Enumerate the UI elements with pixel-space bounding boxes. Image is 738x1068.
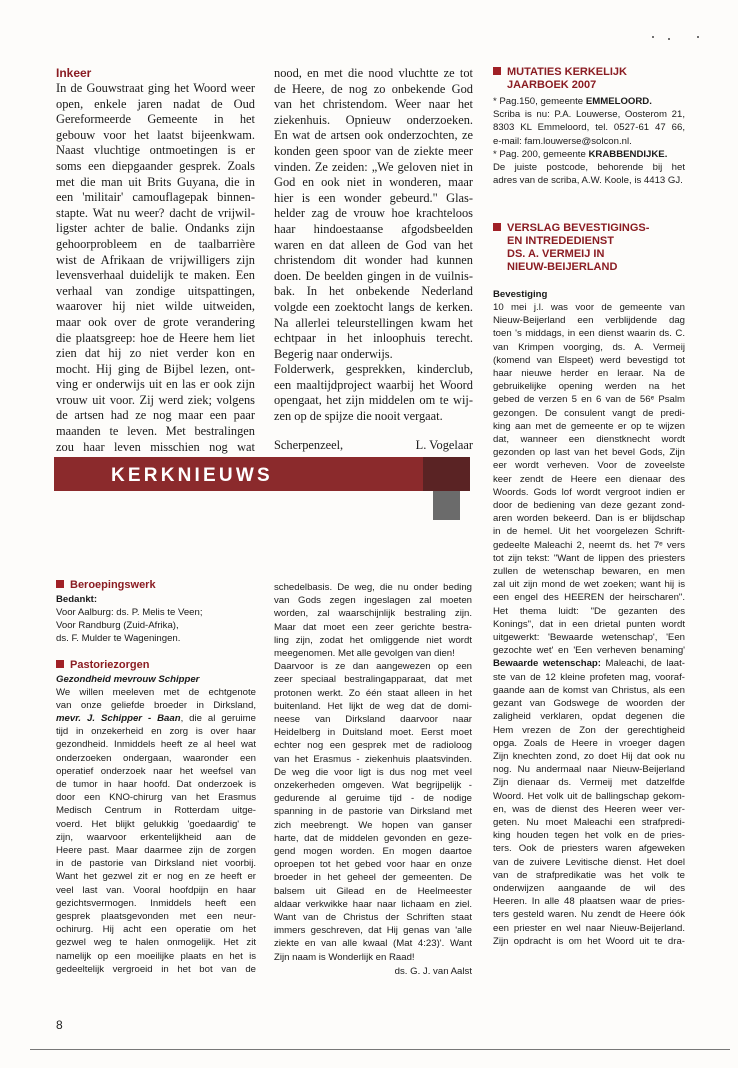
text-line: Bewaarde wetenschap: Maleachi, de laat- — [493, 658, 685, 670]
text-line: met die man uit Brits Guyana, die in — [56, 174, 255, 189]
text-line: echtpaar in het inloophuis terecht. — [274, 331, 473, 346]
text-line: protonen werkt. Zo één staat alleen in het — [274, 687, 472, 699]
text-line: gedeeltelijk vergroeid in het bot van de — [56, 963, 256, 975]
text-line: vinden. Ze zeiden: „We geloven niet in — [274, 159, 473, 174]
text-line: een priester en wel naar Nieuw-Beijerland. — [493, 922, 685, 934]
section-square-icon — [493, 223, 501, 231]
beroepingswerk-sub: Bedankt: — [56, 594, 98, 605]
page-number: 8 — [56, 1018, 63, 1032]
text-line: helder zag de vrouw hoe krachteloos — [274, 206, 473, 221]
text-line: een engel des HEEREN der heirscharen". — [493, 592, 685, 604]
banner-dark-block — [423, 457, 470, 491]
text-line: toen 's middags, in een dienst waarin ds. C. — [493, 328, 685, 340]
text-line: gehoorprobleem en de taalbarrière — [56, 236, 255, 251]
bottom-rule — [30, 1049, 730, 1050]
beroepingswerk-heading: Beroepingswerk — [56, 579, 256, 592]
text-line: Folderwerk, gesprekken, kinderclub, — [274, 362, 473, 377]
mutaties-section — [493, 66, 685, 187]
kerknieuws-title: KERKNIEUWS — [111, 465, 273, 486]
text-line: ters gesteld waren. Nu zendt de Heere óók — [493, 909, 685, 921]
verslag-title: VERSLAG BEVESTIGINGS- EN INTREDEDIENST DS. A. VERMEIJ IN NIEUW-BEIJERLAND — [493, 222, 685, 274]
text-line: soms een diepgaander gesprek. Zoals — [56, 158, 255, 173]
text-line: harte, dat de middelen gevonden en geze- — [274, 832, 472, 844]
text-line: king houden tegen het volk en de pries- — [493, 830, 685, 842]
text-line: adres van de scriba, A.W. Koole, is 4413 GJ. — [493, 175, 683, 187]
text-line: zou haar leven misschien nog wat — [56, 439, 255, 454]
text-line: maar ook over de grote verandering — [56, 314, 255, 329]
text-line: zien dat hij zo niet verder kon en — [56, 346, 255, 361]
text-line: mevr. J. Schipper - Baan, die al geruime — [56, 713, 256, 725]
text-line: gezonden op last van het bevel Gods, Zijn — [493, 447, 685, 459]
text-line: hier is een wonder gebeurd." Glas- — [274, 190, 473, 205]
text-line: Het thema luidt: "De gezanten des — [493, 605, 685, 617]
text-line: nood, en met die nood vluchtte ze tot — [274, 66, 473, 80]
mutaties-text — [493, 95, 685, 187]
text-line: Hem vrezen de Zon der gerechtigheid — [493, 724, 685, 736]
text-line: van het Erasmus - ziekenhuis plaatsvinden. — [274, 753, 472, 765]
text-line: gedeelte Maleachi 2, neemt ds. het 7ᵉ vers — [493, 539, 685, 551]
text-line: ziekte en van alle kwaal (Mat 4:23)'. Want — [274, 938, 472, 950]
text-line: de artsen had ze nog maar een paar — [56, 408, 255, 423]
text-line: Gereformeerde Gemeente in het — [56, 112, 255, 127]
text-line: echter nog een gesprek met de radioloog — [274, 740, 472, 752]
text-line: onderzoeken ondergaan, waaronder een — [56, 752, 256, 764]
text-line: in de pastorie van Dirksland niet voorbij. — [56, 858, 256, 870]
speck — [652, 36, 654, 38]
text-line: van de strafpredikatie was het volk te — [493, 869, 685, 881]
text-line: oproepen tot het gebed voor haar en onze — [274, 859, 472, 871]
inkeer-left-column — [56, 66, 255, 471]
text-line: ters. Ook de priesters waren afgeweken — [493, 843, 685, 855]
pastoriezorgen-heading: Pastoriezorgen — [56, 659, 256, 672]
text-line: dat, wanneer een dienstknecht wordt — [493, 434, 685, 446]
text-line: Woord. Het volk uit de ballingschap gekom- — [493, 790, 685, 802]
text-line: operatief onderzoek naar het weefsel van — [56, 765, 256, 777]
text-line: meegenomen. Met alle gevolgen van dien! — [274, 648, 455, 660]
text-line: waren en dat alleen de God van het — [274, 237, 473, 252]
text-line: maanden te leven. Met bestralingen — [56, 424, 255, 439]
text-line: van Krimpen voorging, ds. A. Vermeij — [493, 341, 685, 353]
text-line: ligster achter de balie. Ondanks zijn — [56, 221, 255, 236]
text-line: De weg die voor ligt is dus nog met veel — [274, 766, 472, 778]
text-line: spanning in de pastorie van Dirksland met — [274, 806, 472, 818]
text-line: Naast vluchtige ontmoetingen is er — [56, 143, 255, 158]
text-line: Scriba is nu: P.A. Louwerse, Oosterom 21, — [493, 109, 685, 121]
text-line: Heere past. Maar daarmee zijn de zorgen — [56, 845, 256, 857]
section-square-icon — [493, 67, 501, 75]
text-line: tot zijn tekst: "Want de lippen des priesters — [493, 552, 685, 564]
text-line: verhaal van zondige uitspattingen, — [56, 283, 255, 298]
text-line: eer wordt verheven. Voor de zoveelste — [493, 460, 685, 472]
inkeer-left-text — [56, 81, 255, 471]
mutaties-title: MUTATIES KERKELIJK JAARBOEK 2007 — [493, 66, 685, 92]
inkeer-author: L. Vogelaar — [415, 437, 473, 452]
text-line: Heidelberg in Duitsland moet. Eerst moet — [274, 727, 472, 739]
text-line: namelijk op een moeilijke plaats en het is — [56, 950, 256, 962]
inkeer-heading: Inkeer — [56, 66, 92, 80]
text-line: een 'militair' camouflagepak binnen- — [56, 190, 255, 205]
text-line: zeer speciaal bestralingapparaat, dat met — [274, 674, 472, 686]
verslag-text — [493, 301, 685, 948]
pastoriezorgen-left-text — [56, 686, 256, 976]
text-line: Voor Aalburg: ds. P. Melis te Veen; — [56, 607, 203, 618]
pastoriezorgen-right-column — [274, 581, 472, 978]
text-line: De juiste postcode, behorende bij het — [493, 162, 685, 174]
text-line: nog. Nu andermaal naar Nieuw-Beijerland — [493, 764, 685, 776]
text-line: Maar dat moet een zeer gerichte bestra- — [274, 621, 472, 633]
text-line: gebouw voor het laatst bijeenkwam. — [56, 127, 255, 142]
text-line: en, was de dienst des Heeren weer ver- — [493, 803, 685, 815]
text-line: de tumor in haar hoofd. Dat onderzoek is — [56, 779, 256, 791]
inkeer-right-column — [274, 66, 473, 453]
text-line: aren worden bekeerd. Dan is er blijdschap — [493, 513, 685, 525]
text-line: Want het gezwel zit er nog en ze heeft er — [56, 871, 256, 883]
text-line: haar nieuwe herder en leraar. Na de — [493, 368, 685, 380]
text-line: gesprek plaatsgevonden met een neur- — [56, 911, 256, 923]
text-line: Konings", dat in een drietal punten wordt — [493, 618, 685, 630]
beroepingswerk-section — [56, 579, 256, 976]
speck — [697, 36, 699, 38]
text-line: gezongen. De consulent vangt de predi- — [493, 407, 685, 419]
text-line: worden, zal waarschijnlijk bestraling zijn. — [274, 608, 472, 620]
text-line: onzekerheden omgeven. Wat begrijpelijk - — [274, 780, 472, 792]
text-line: Nieuw-Beijerland een verblijdende dag — [493, 315, 685, 327]
text-line: christendom dit wonder had kunnen — [274, 253, 473, 268]
text-line: God en ook niet in wonderen, maar — [274, 175, 473, 190]
text-line: immers geschreven, dat Hij genas van 'alle — [274, 925, 472, 937]
text-line: aldaar verkwikke haar naar lichaam en ziel. — [274, 898, 472, 910]
text-line: ste van de 12 kleine profeten mag, vooraf- — [493, 671, 685, 683]
text-line: gebruikelijke opening werden na het — [493, 381, 685, 393]
text-line: Zijn opdracht is om het Woord uit te dra- — [493, 935, 685, 947]
text-line: levensverhaal duidelijk te maken. Een — [56, 268, 255, 283]
text-line: gezichtsvermogen. Inmiddels heeft een — [56, 897, 256, 909]
section-square-icon — [56, 580, 64, 588]
text-line: een maaltijdproject waarbij het Woord — [274, 377, 473, 392]
text-line: Voor Randburg (Zuid-Afrika), — [56, 620, 179, 632]
text-line: zich meebrengt. We hopen van ganser — [274, 819, 472, 831]
pastoriezorgen-sub: Gezondheid mevrouw Schipper — [56, 673, 200, 685]
text-line: king aan met de gemeente er op te wijzen — [493, 420, 685, 432]
text-line: zen op de spijze die nooit vergaat. — [274, 409, 443, 424]
text-line: zaligheid verklaren, opdat degenen die — [493, 711, 685, 723]
text-line: e-mail: fam.louwerse@solcon.nl. — [493, 135, 632, 147]
text-line: Medisch Centrum in Rotterdam uitge- — [56, 805, 256, 817]
text-line: de Heere, de nog zo onbekende God — [274, 81, 473, 96]
text-line: neese van Dirksland daarvoor naar — [274, 714, 472, 726]
beroepingswerk-text — [56, 606, 256, 646]
text-line: En wat de artsen ook onderzochten, ze — [274, 128, 473, 143]
verslag-section — [493, 222, 685, 948]
text-line: 10 mei j.l. was voor de gemeente van — [493, 302, 685, 313]
text-line: keer zendt de Heere een dienaar des — [493, 473, 685, 485]
text-line: haar hindoestaanse afgodsbeelden — [274, 221, 473, 236]
speck — [668, 38, 670, 40]
text-line: schedelbasis. De weg, die nu onder beding — [274, 582, 472, 593]
text-line: zijn, waarvoor erkentelijkheid aan de — [56, 831, 256, 843]
text-line: (komend van Elspeet) werd bevestigd tot — [493, 354, 685, 366]
text-line: Woords. Gods lof wordt vergroot indien er — [493, 486, 685, 498]
verslag-subheading: Bevestiging — [493, 289, 548, 300]
text-line: zullen de wetenschap bewaren, en men — [493, 566, 685, 578]
text-line: tijd in onzekerheid en zorg is over haar — [56, 726, 256, 738]
text-line: van het christendom. Weer naar het — [274, 97, 473, 112]
inkeer-signature — [274, 438, 473, 454]
text-line: Begerig naar onderwijs. — [274, 346, 393, 361]
text-line: uitgewerkt: 'Bewaarde wetenschap', 'Een — [493, 632, 685, 644]
text-line: in de hemel. Uit het voorgelezen Schrift- — [493, 526, 685, 538]
text-line: waarover hij niet wilde uitweiden, — [56, 299, 255, 314]
text-line: van de zuivere Levitische dienst. Het doel — [493, 856, 685, 868]
text-line: opga. Zoals de Heere in vroeger dagen — [493, 737, 685, 749]
text-line: wist de Afrikaan de vrijwilligers zijn — [56, 252, 255, 267]
text-line: volgde een zoektocht langs de kerken. — [274, 299, 473, 314]
text-line: Zijn dienaar ds. Vermeij met datzelfde — [493, 777, 685, 789]
text-line: ving er onderwijs uit en las er ook zijn — [56, 377, 255, 392]
text-line: ziekenhuis. Opnieuw onderzoeken. — [274, 112, 473, 127]
inkeer-right-text — [274, 66, 473, 425]
text-line: van onze geliefde broeder in Dirksland, — [56, 699, 256, 711]
pastoriezorgen-author: ds. G. J. van Aalst — [394, 965, 472, 977]
text-line: ds. F. Mulder te Wageningen. — [56, 633, 181, 645]
text-line: ling zijn, zodat het omliggende niet wordt — [274, 634, 472, 646]
text-line: 8303 KL Emmeloord, tel. 0527-61 47 66, — [493, 122, 685, 134]
text-line: vrouw uit voor. Zij werd ziek; volgens — [56, 392, 255, 407]
text-line: door de bediening van deze gezant zond- — [493, 500, 685, 512]
inkeer-place: Scherpenzeel, — [274, 437, 344, 452]
text-line: gezant van Godswege de woorden der — [493, 698, 685, 710]
text-line: onderwijzen aangaande de wil des — [493, 882, 685, 894]
text-line: zal uit zijn mond de wet zoeken; want hij is — [493, 579, 685, 591]
text-line: gebed de verzen 5 en 6 van de 56ᵉ Psalm — [493, 394, 685, 406]
text-line: gezwel weg te halen onmogelijk. Het zit — [56, 937, 256, 949]
text-line: Daarvoor is ze dan aangewezen op een — [274, 661, 472, 673]
text-line: bak. In het onbekende Nederland — [274, 284, 473, 299]
text-line: Want van de Christus der Schriften staat — [274, 912, 472, 924]
text-line: buitenland. Het lijkt de weg dat de domi- — [274, 700, 472, 712]
text-line: geten. Nu moet Maleachi een strafpredi- — [493, 816, 685, 828]
section-square-icon — [56, 660, 64, 668]
text-line: voerd. Het blijkt gelukkig 'goedaardig' te — [56, 818, 256, 830]
text-line: veel last van. Vooral hoofdpijn en haar — [56, 884, 256, 896]
text-line: balsem uit Gilead en de Heelmeester — [274, 885, 472, 897]
text-line: * Pag.150, gemeente EMMELOORD. — [493, 96, 652, 107]
text-line: open, enkele jaren nadat de Oud — [56, 96, 255, 111]
text-line: We willen meeleven met de echtgenote — [56, 686, 256, 698]
text-line: Zijn naam is Wonderlijk en Raad! — [274, 951, 415, 963]
pastoriezorgen-right-text — [274, 581, 472, 964]
text-line: Na allerlei teleurstellingen kwam het — [274, 315, 473, 330]
text-line: In de Gouwstraat ging het Woord weer — [56, 81, 255, 95]
text-line: die plaatsgreep: hoe de Heere hem liet — [56, 330, 255, 345]
text-line: gedurende al geruime tijd - de nodige — [274, 793, 472, 805]
text-line: mocht. Hij ging de Bijbel lezen, ont- — [56, 361, 255, 376]
text-line: opengaat, het zijn middelen om te wij- — [274, 393, 473, 408]
text-line: gezochte wet' en 'Een verheven benaming' — [493, 645, 685, 657]
text-line: door een KNO-chirurg van het Erasmus — [56, 792, 256, 804]
text-line: van Gods zegen ingeslagen zal moeten — [274, 595, 472, 607]
text-line: gaande aan de komst van Christus, als een — [493, 684, 685, 696]
text-line: stapte. Wat nu weer? dacht de vrijwil- — [56, 205, 255, 220]
text-line: gezondheid. Inmiddels heeft ze al heel wat — [56, 739, 256, 751]
text-line: doen. De beelden gingen in de vuilnis- — [274, 268, 473, 283]
text-line: Heeren. In alle 48 plaatsen waar de pries- — [493, 896, 685, 908]
text-line: * Pag. 200, gemeente KRABBENDIJKE. — [493, 148, 668, 160]
text-line: ochirurg. Hij acht een operatie om het — [56, 924, 256, 936]
text-line: gend mogen worden. En mogen daartoe — [274, 846, 472, 858]
text-line: broeder in het geheel der gemeenten. De — [274, 872, 472, 884]
text-line: Zijn knechten zond, zo doet Hij dat ook nu — [493, 750, 685, 762]
banner-gray-block — [433, 491, 460, 520]
text-line: konden geen spoor van de ziekte meer — [274, 143, 473, 158]
